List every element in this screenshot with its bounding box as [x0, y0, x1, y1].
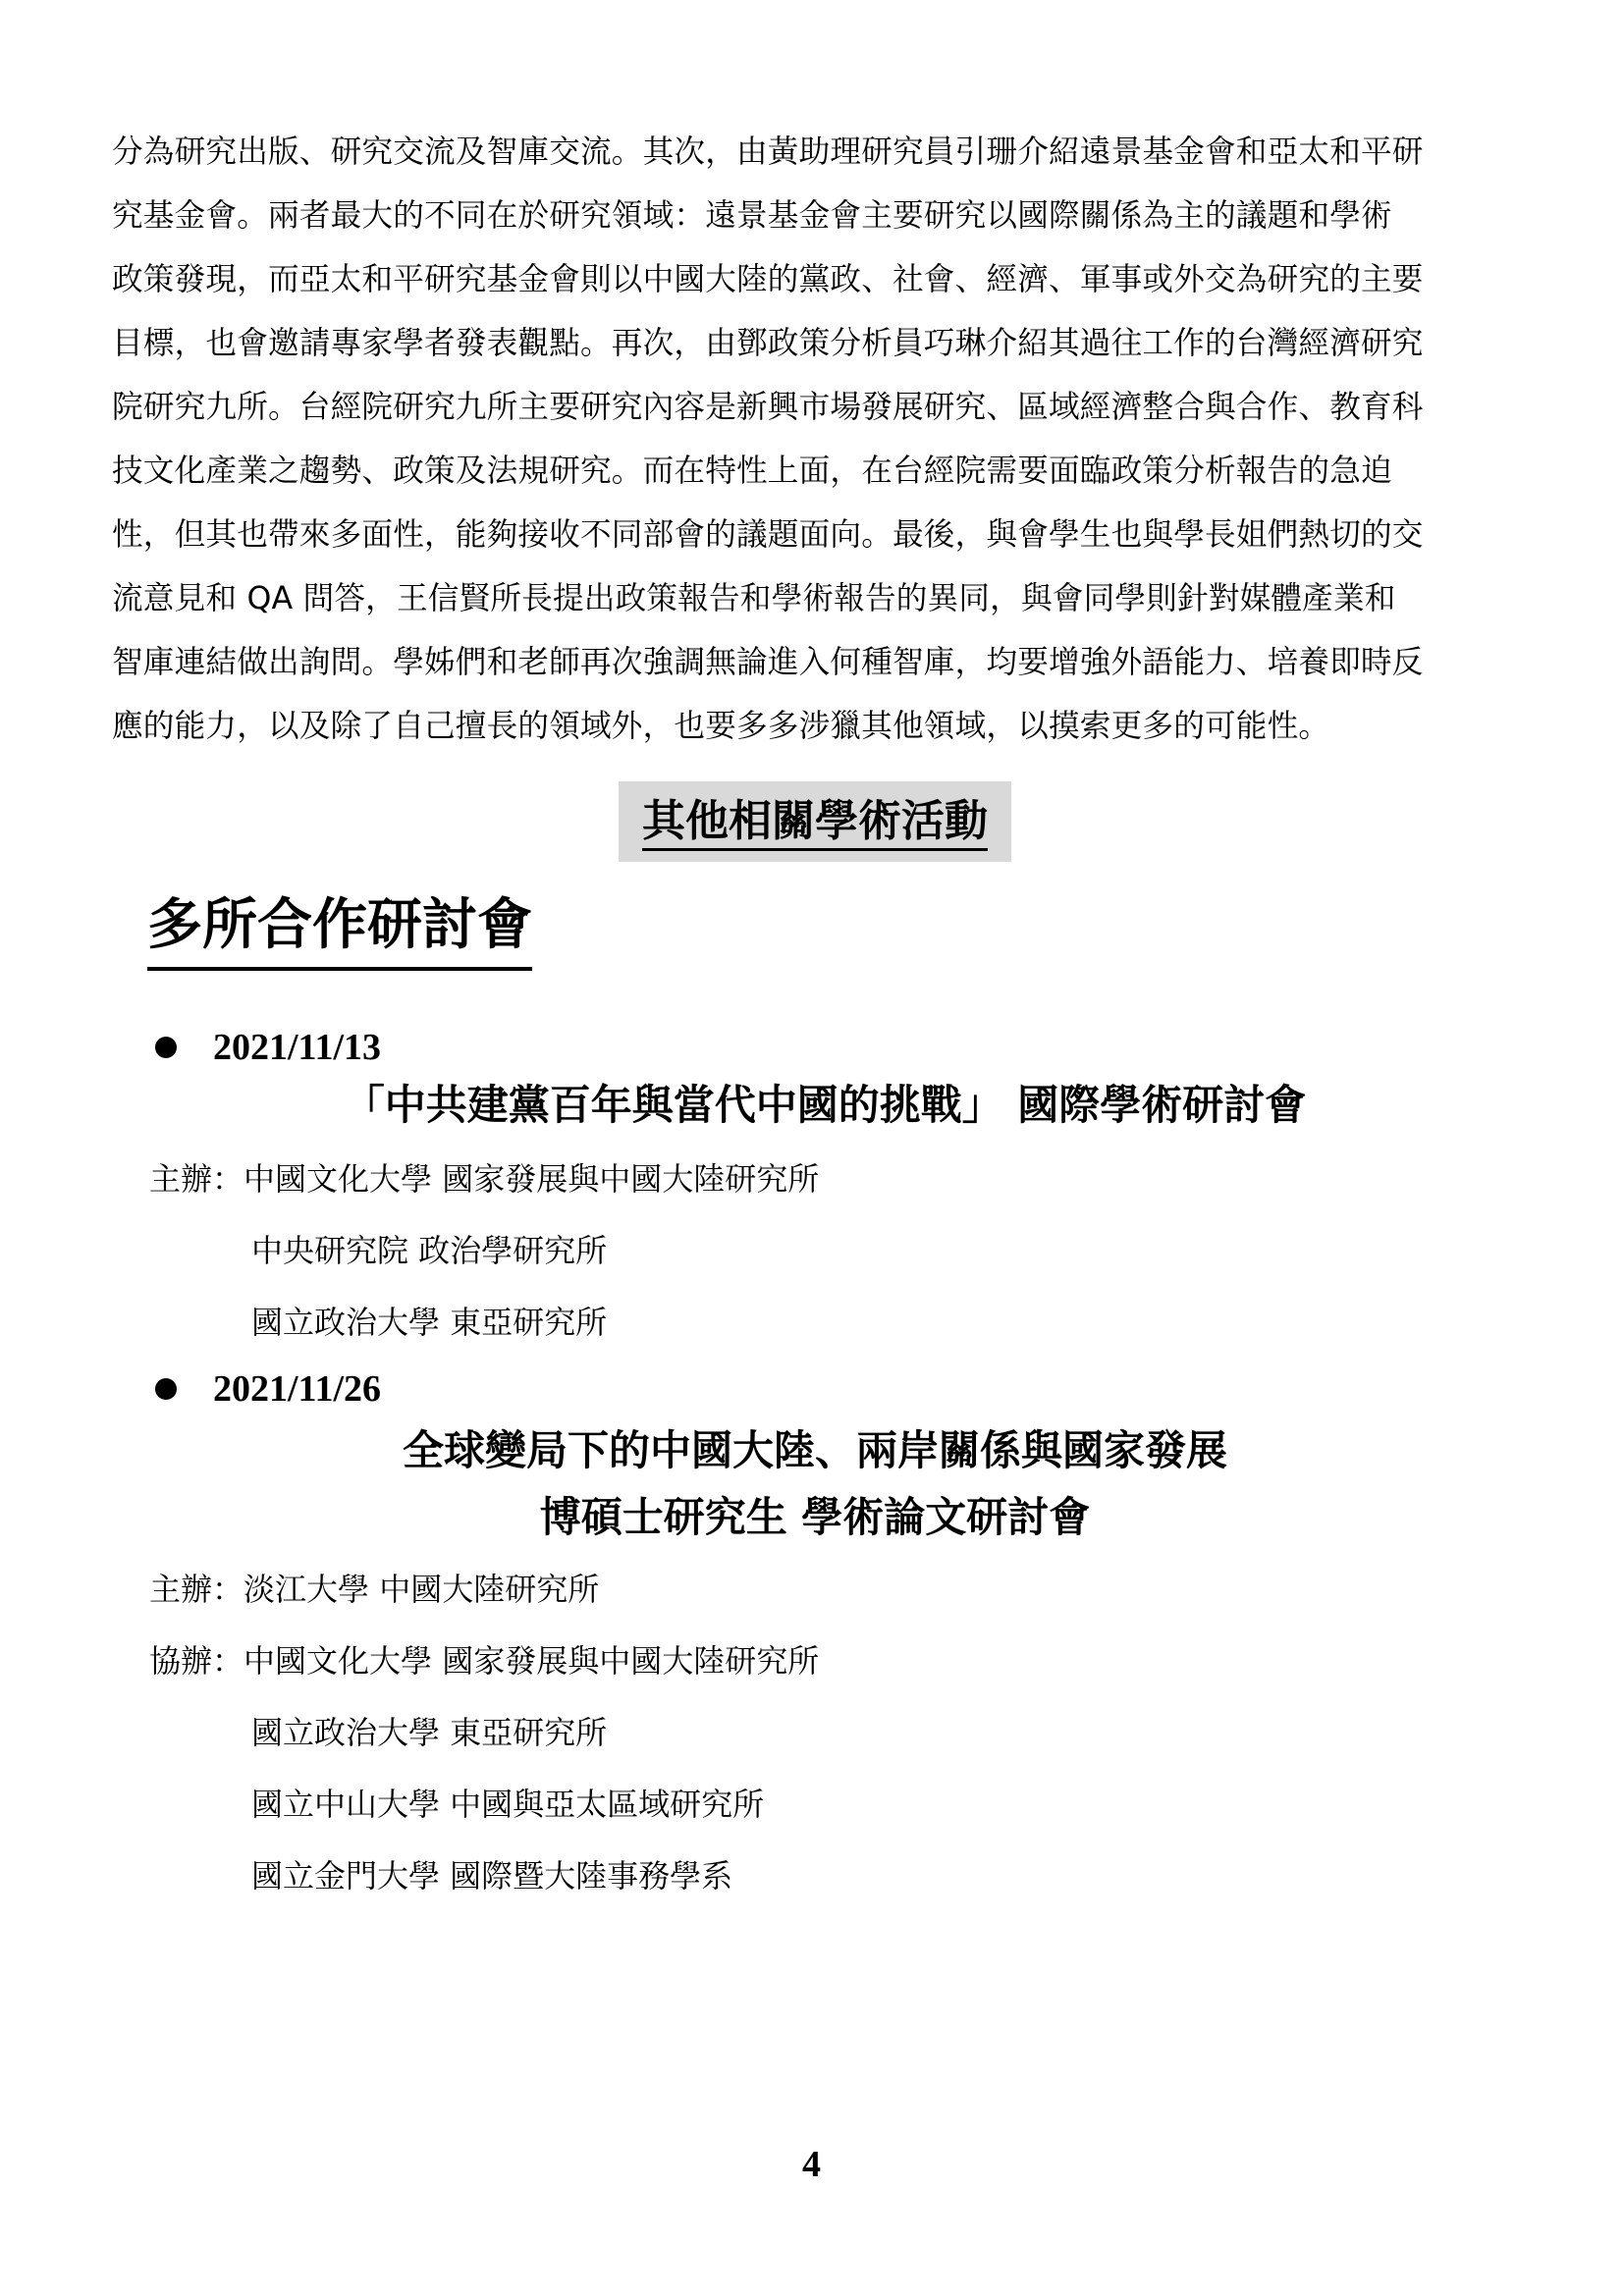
paragraph-line: 應的能力，以及除了自己擅長的領域外，也要多多涉獵其他領域，以摸索更多的可能性。: [112, 707, 1330, 744]
event-title: 「中共建黨百年與當代中國的挑戰」 國際學術研討會: [343, 1081, 1307, 1129]
organizer-name: 中央研究院 政治學研究所: [251, 1232, 608, 1269]
organizer-line: [149, 1565, 599, 1614]
organizer-name: 淡江大學 中國大陸研究所: [243, 1571, 600, 1608]
organizer-name: 國立金門大學 國際暨大陸事務學系: [251, 1857, 733, 1895]
organizer-name: 中國文化大學 國家發展與中國大陸研究所: [243, 1160, 820, 1198]
organizer-line: [251, 1298, 607, 1347]
paragraph-line: 智庫連結做出詢問。學姊們和老師再次強調無論進入何種智庫，均要增強外語能力、培養即時反: [112, 643, 1424, 680]
organizer-name: 國立政治大學 東亞研究所: [251, 1714, 608, 1751]
bullet-icon: [155, 1037, 177, 1058]
paragraph-line: 流意見和 QA 問答，王信賢所長提出政策報告和學術報告的異同，與會同學則針對媒體產業和: [112, 579, 1396, 616]
paragraph-line: 性，但其也帶來多面性，能夠接收不同部會的議題面向。最後，與會學生也與學長姐們熱切的交: [112, 515, 1424, 553]
event-subtitle: 博碩士研究生 學術論文研討會: [539, 1493, 1091, 1541]
organizer-line: [251, 1226, 607, 1275]
organizer-line: [149, 1636, 819, 1685]
paragraph-line: 技文化產業之趨勢、政策及法規研究。而在特性上面，在台經院需要面臨政策分析報告的急迫: [112, 452, 1392, 489]
event-date: 2021/11/26: [213, 1368, 382, 1410]
intro-paragraph: [112, 120, 1534, 758]
subsection-title: 多所合作研討會: [147, 888, 532, 971]
organizer-label: 主辦：: [149, 1160, 244, 1198]
organizer-name: 中國文化大學 國家發展與中國大陸研究所: [243, 1642, 820, 1680]
organizer-line: [251, 1851, 732, 1900]
section-title: 其他相關學術活動: [642, 796, 988, 851]
section-banner: [619, 781, 1011, 862]
bullet-icon: [155, 1378, 177, 1400]
organizer-name: 國立中山大學 中國與亞太區域研究所: [251, 1786, 765, 1823]
organizer-line: [149, 1154, 819, 1203]
organizer-name: 國立政治大學 東亞研究所: [251, 1304, 608, 1341]
paragraph-line: 政策發現，而亞太和平研究基金會則以中國大陸的黨政、社會、經濟、軍事或外交為研究的主要: [112, 260, 1424, 297]
organizer-label: 協辦：: [149, 1642, 244, 1680]
organizer-line: [251, 1780, 764, 1829]
page-number: 4: [802, 2144, 821, 2185]
paragraph-line: 目標，也會邀請專家學者發表觀點。再次，由鄧政策分析員巧琳介紹其過往工作的台灣經濟研究: [112, 324, 1424, 361]
paragraph-line: 院研究九所。台經院研究九所主要研究內容是新興市場發展研究、區域經濟整合與合作、教育科: [112, 388, 1424, 425]
event-date: 2021/11/13: [213, 1027, 382, 1068]
paragraph-line: 分為研究出版、研究交流及智庫交流。其次，由黃助理研究員引珊介紹遠景基金會和亞太和平研: [112, 133, 1424, 170]
organizer-line: [251, 1708, 607, 1757]
paragraph-line: 究基金會。兩者最大的不同在於研究領域：遠景基金會主要研究以國際關係為主的議題和學術: [112, 196, 1392, 234]
organizer-label: 主辦：: [149, 1571, 244, 1608]
event-title: 全球變局下的中國大陸、兩岸關係與國家發展: [402, 1426, 1227, 1474]
